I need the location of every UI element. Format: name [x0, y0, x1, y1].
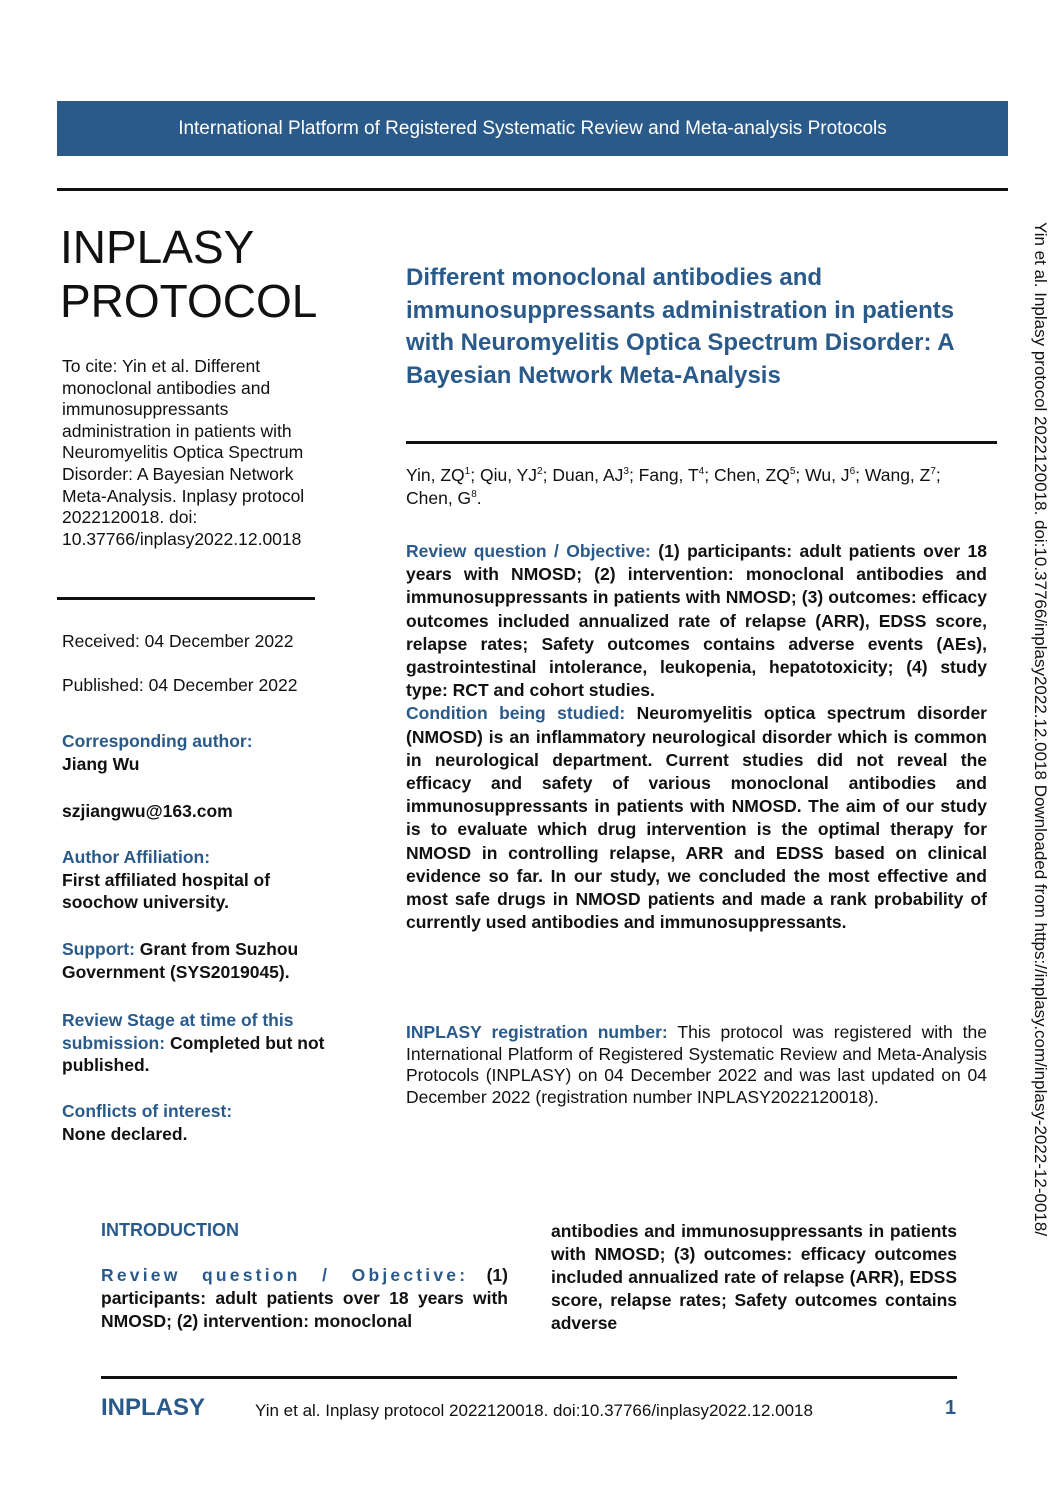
author-affiliation-mark: 8	[471, 489, 477, 501]
review-stage-text: Completed but not published.	[62, 1032, 325, 1075]
footer-brand: INPLASY	[101, 1394, 206, 1421]
support-block	[62, 938, 342, 983]
author-name: Wu, J	[805, 465, 850, 485]
affiliation-label: Author Affiliation:	[62, 847, 211, 867]
author-separator: ;	[470, 465, 480, 485]
author-affiliation-mark: 1	[464, 466, 471, 478]
download-side-note: Yin et al. Inplasy protocol 2022120018. doi:10.37766/inplasy2022.12.0018 Downloaded from https://inplasy.com/inplasy-2022-12-0018/	[1031, 222, 1050, 1237]
author-affiliation-mark: 3	[623, 466, 629, 478]
author-separator: ;	[704, 465, 714, 485]
top-rule	[57, 188, 1008, 191]
conflicts-label: Conflicts of interest:	[62, 1101, 233, 1121]
author-name: Chen, G	[406, 488, 472, 508]
protocol-heading-line2: PROTOCOL	[60, 275, 318, 327]
author-affiliation-mark: 5	[789, 466, 796, 478]
condition-text: Neuromyelitis optica spectrum disorder (NMOSD) is an inflammatory neurological disorder which is common in neurological department. Current studies did not reveal the efficacy and safety of various monoclonal antibodies and immunosuppressants in patients with NMOSD. The aim of our study is to evaluate which drug intervention is the optimal therapy for NMOSD in controlling relapse, ARR and EDSS based on clinical evidence so far. In our study, we concluded the most effective and most safe drugs in NMOSD patients and made a rank probability of currently used antibodies and immunosuppressants.	[406, 703, 987, 933]
author-affiliation-mark: 4	[698, 466, 705, 478]
citation-divider	[57, 597, 315, 600]
citation-text: To cite: Yin et al. Different monoclonal antibodies and immunosuppressants administration in patients with Neuromyelitis Optica Spectrum Disorder: A Bayesian Network Meta-Analysis. Inplasy protocol 2022120018. doi: 10.37766/inplasy2022.12.0018	[62, 356, 305, 549]
registration-text: This protocol was registered with the International Platform of Registered Systematic Review and Meta-Analysis Protocols (INPLASY) on 04 December 2022 and was last updated on 04 December 2022 (registration number INPLASY2022120018).	[406, 1022, 987, 1107]
conflicts-text: None declared.	[62, 1123, 188, 1144]
author-name: Chen, ZQ	[713, 465, 790, 485]
author-separator: ;	[542, 465, 553, 485]
intro-objective-label: Review question / Objective:	[101, 1265, 469, 1285]
introduction-heading: INTRODUCTION	[101, 1220, 239, 1240]
author-separator: .	[476, 488, 482, 508]
received-date: Received: 04 December 2022	[62, 631, 294, 651]
review-stage-label: Review Stage at time of this submission:	[62, 1010, 294, 1053]
published-date: Published: 04 December 2022	[62, 675, 298, 695]
author-affiliation-mark: 2	[537, 466, 543, 478]
author-name: Wang, Z	[864, 465, 931, 485]
author-affiliation-mark: 6	[849, 466, 856, 478]
author-name: Yin, ZQ	[406, 465, 465, 485]
page-number: 1	[945, 1397, 957, 1419]
affiliation-block	[62, 846, 342, 914]
footer-citation: Yin et al. Inplasy protocol 2022120018. doi:10.37766/inplasy2022.12.0018	[255, 1401, 813, 1420]
corresponding-author-label: Corresponding author:	[62, 731, 253, 751]
intro-column-right: antibodies and immunosuppressants in patients with NMOSD; (3) outcomes: efficacy outcomes included annualized rate of relapse (ARR), EDSS score, relapse rates; Safety outcomes contains adverse	[551, 1221, 957, 1333]
affiliation-text: First affiliated hospital of soochow university.	[62, 869, 271, 912]
support-label: Support:	[62, 939, 135, 959]
objective-text: (1) participants: adult patients over 18 years with NMOSD; (2) intervention: monoclonal antibodies and immunosuppressants in patients with NMOSD; (3) outcomes: efficacy outcomes included annualized rate of relapse (ARR), EDSS score, relapse rates; Safety outcomes contains adverse events (AEs), gastrointestinal intolerance, leukopenia, hepatotoxicity; (4) study type: RCT and cohort studies.	[406, 541, 987, 701]
footer-rule	[101, 1376, 957, 1379]
corresponding-author-name: Jiang Wu	[62, 753, 140, 774]
objective-label: Review question / Objective:	[406, 541, 651, 561]
conflicts-block	[62, 1100, 342, 1145]
author-separator: ;	[628, 465, 639, 485]
protocol-heading-line1: INPLASY	[60, 221, 255, 273]
intro-left-text: (1) participants: adult patients over 18 years with NMOSD; (2) intervention: monoclonal	[101, 1265, 508, 1331]
abstract	[406, 540, 987, 934]
author-name: Qiu, YJ	[479, 465, 538, 485]
author-list	[406, 464, 986, 510]
registration-block	[406, 1022, 987, 1108]
condition-label: Condition being studied:	[406, 703, 626, 724]
author-separator: ;	[855, 465, 865, 485]
author-name: Fang, T	[638, 465, 699, 485]
registration-label: INPLASY registration number:	[406, 1022, 668, 1042]
author-affiliation-mark: 7	[930, 466, 936, 478]
corresponding-author-block	[62, 730, 342, 775]
intro-column-left	[101, 1264, 508, 1333]
journal-banner: International Platform of Registered Systematic Review and Meta-analysis Protocols	[57, 101, 1008, 156]
support-text: Grant from Suzhou Government (SYS2019045).	[62, 939, 299, 982]
protocol-heading	[60, 220, 360, 328]
paper-title: Different monoclonal antibodies and immunosuppressants administration in patients with Neuromyelitis Optica Spectrum Disorder: A Bayesian Network Meta-Analysis	[406, 264, 955, 389]
author-separator: ;	[795, 465, 806, 485]
author-email[interactable]: szjiangwu@163.com	[62, 801, 233, 821]
review-stage-block	[62, 1009, 342, 1077]
author-separator: ;	[935, 465, 941, 485]
title-divider	[406, 441, 997, 444]
dates-block	[62, 630, 352, 718]
author-name: Duan, AJ	[552, 465, 624, 485]
